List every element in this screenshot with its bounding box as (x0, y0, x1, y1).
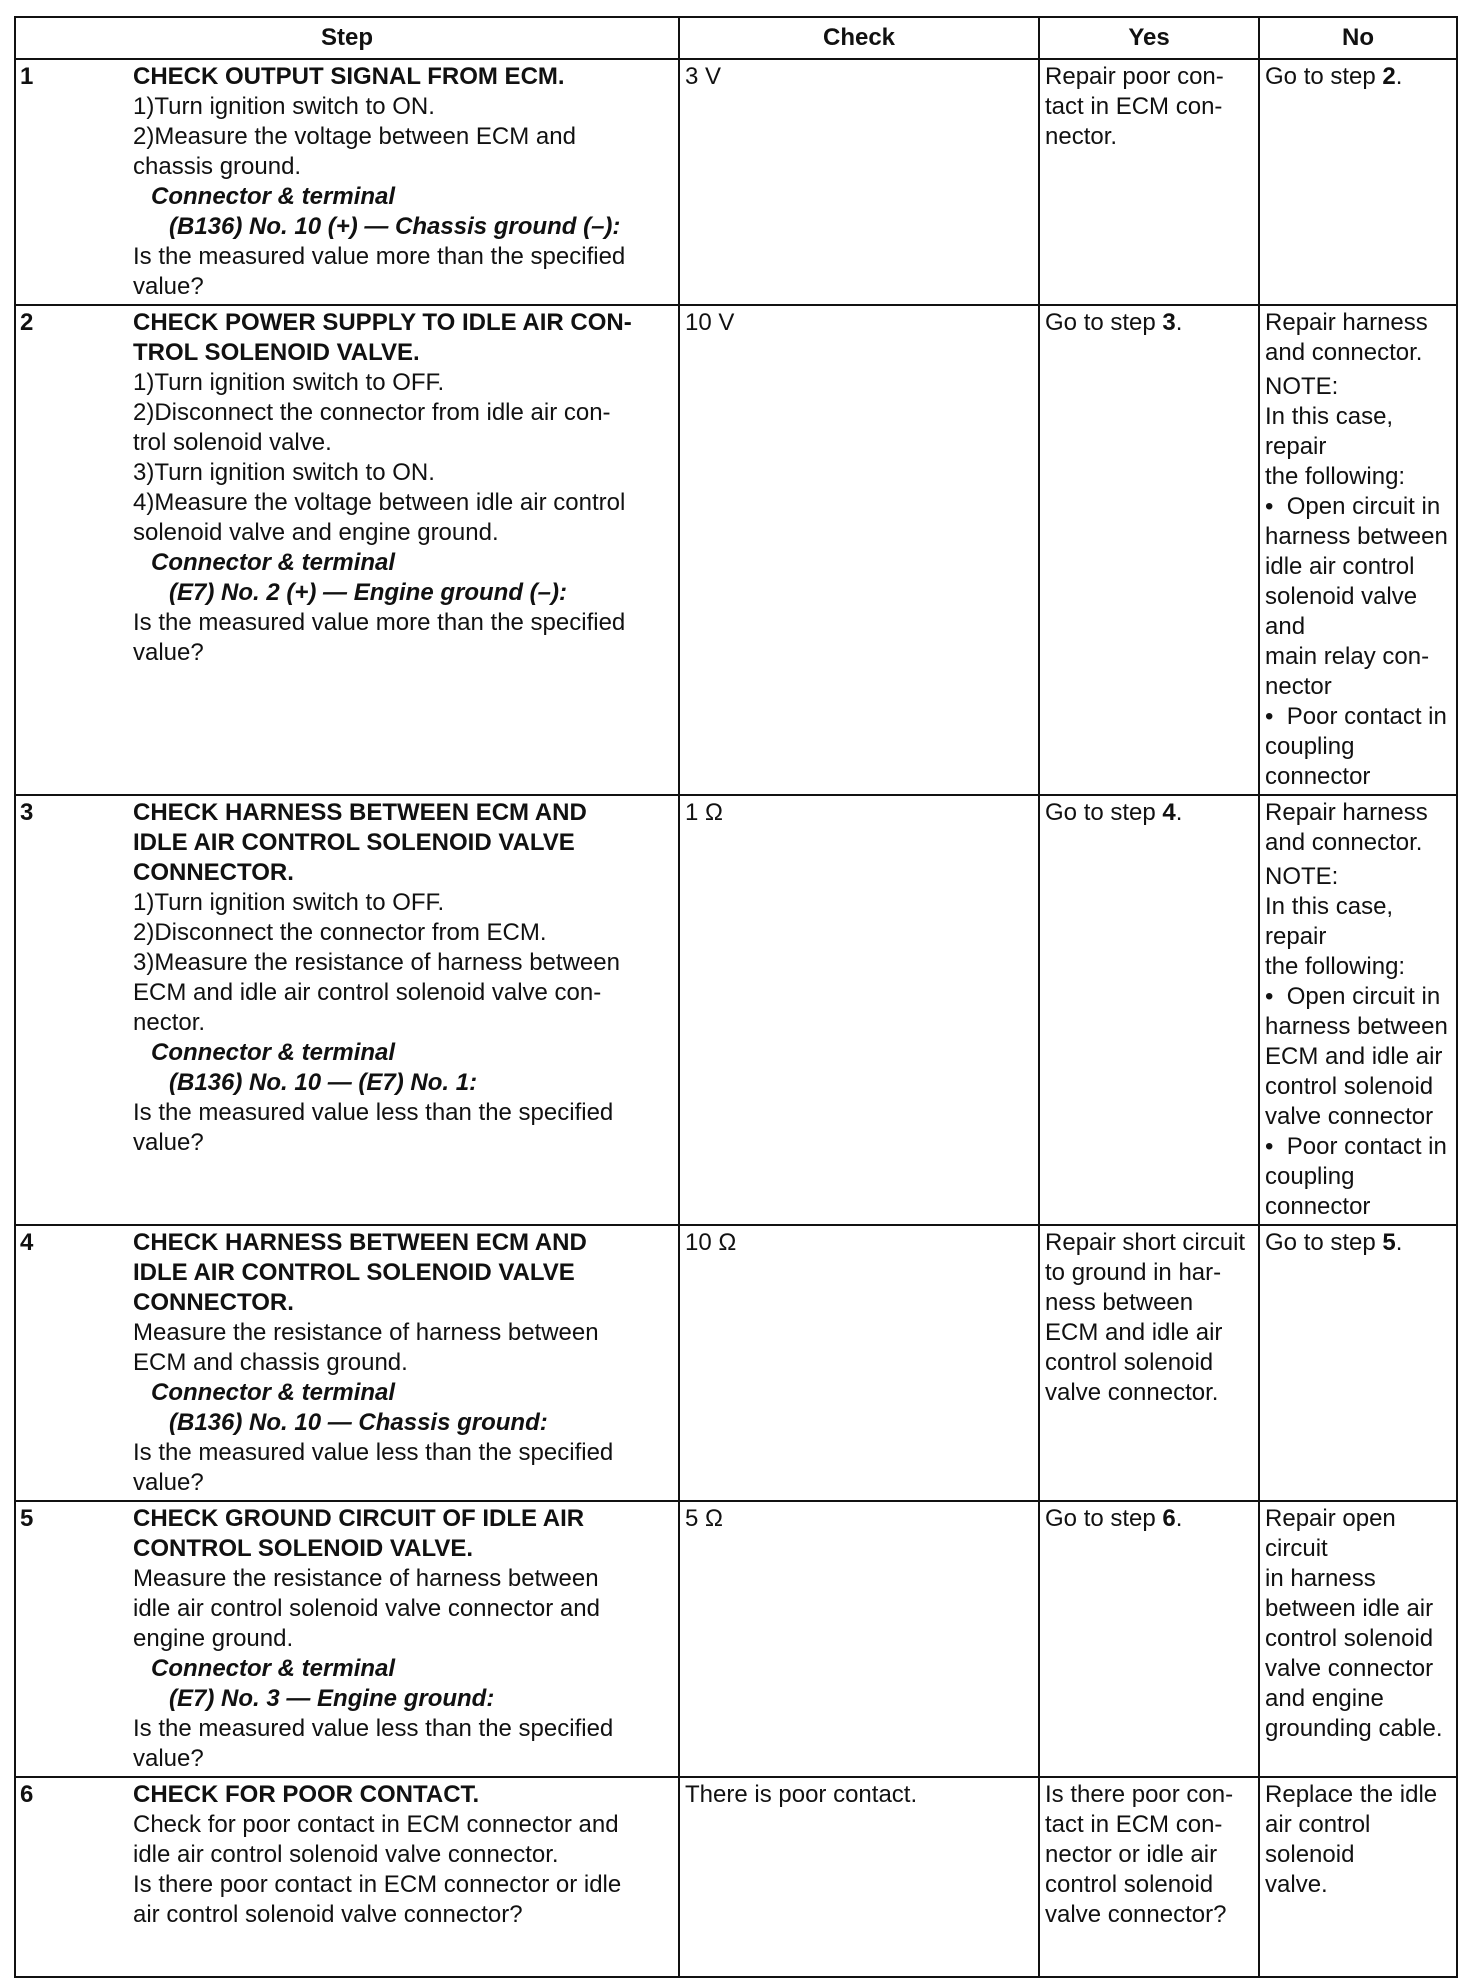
yes-cell (1039, 1777, 1259, 1977)
goto-suffix: . (1175, 1505, 1183, 1532)
header-no: No (1259, 17, 1457, 59)
yes-line: valve connector? (1045, 1901, 1227, 1928)
connector-label: Connector & terminal (151, 1655, 396, 1682)
step-instruction-line: 2)Measure the voltage between ECM and (133, 123, 576, 150)
note-block (1265, 862, 1451, 982)
no-line: in harness (1265, 1565, 1376, 1592)
goto-prefix: Go to step (1045, 309, 1163, 336)
no-cell (1259, 1225, 1457, 1501)
yes-cell (1039, 59, 1259, 305)
no-cell (1259, 795, 1457, 1225)
step-description (133, 59, 679, 305)
goto-suffix: . (1395, 63, 1403, 90)
check-cell: 10 Ω (679, 1225, 1039, 1501)
header-yes: Yes (1039, 17, 1259, 59)
step-instruction-line: trol solenoid valve. (133, 429, 332, 456)
step-title-line: IDLE AIR CONTROL SOLENOID VALVE (133, 1259, 575, 1286)
step-instruction-line: engine ground. (133, 1625, 294, 1652)
yes-line: tact in ECM con- (1045, 1811, 1223, 1838)
note-block (1265, 372, 1451, 492)
step-instruction-line: Measure the resistance of harness between (133, 1319, 599, 1346)
note-line: the following: (1265, 463, 1406, 490)
bullet-line: main relay con- (1265, 643, 1430, 670)
step-row (15, 305, 1457, 795)
connector-value: (B136) No. 10 (+) — Chassis ground (–): (169, 213, 621, 240)
step-description (133, 795, 679, 1225)
step-instruction-line: 2)Disconnect the connector from ECM. (133, 919, 547, 946)
step-instruction-line: 2)Disconnect the connector from idle air con- (133, 399, 611, 426)
step-instruction-line: 3)Measure the resistance of harness between (133, 949, 620, 976)
step-title-line: CHECK FOR POOR CONTACT. (133, 1781, 480, 1808)
goto-step-number: 4 (1162, 799, 1176, 826)
goto-suffix: . (1175, 309, 1183, 336)
no-line: Repair harness (1265, 799, 1428, 826)
step-row (15, 795, 1457, 1225)
no-cell (1259, 59, 1457, 305)
bullet-line: • Open circuit in (1265, 982, 1451, 1012)
bullet-line: idle air control (1265, 553, 1415, 580)
connector-value: (B136) No. 10 — Chassis ground: (169, 1409, 548, 1436)
check-cell: 1 Ω (679, 795, 1039, 1225)
step-number: 1 (15, 59, 133, 305)
step-question-line: value? (133, 1745, 204, 1772)
step-title-line: CHECK OUTPUT SIGNAL FROM ECM. (133, 63, 565, 90)
goto-prefix: Go to step (1045, 799, 1163, 826)
no-cell (1259, 1501, 1457, 1777)
yes-line: ness between (1045, 1289, 1194, 1316)
no-line: Repair harness (1265, 309, 1428, 336)
no-line: valve. (1265, 1871, 1328, 1898)
goto-step-number: 2 (1382, 63, 1396, 90)
step-row (15, 1501, 1457, 1777)
step-question-line: value? (133, 273, 204, 300)
no-cell (1259, 305, 1457, 795)
goto-prefix: Go to step (1265, 63, 1383, 90)
step-instruction-line: chassis ground. (133, 153, 302, 180)
no-goto (1265, 1228, 1451, 1258)
yes-goto (1045, 798, 1253, 828)
note-line: NOTE: (1265, 373, 1339, 400)
step-instruction-line: solenoid valve and engine ground. (133, 519, 499, 546)
connector-label: Connector & terminal (151, 1379, 396, 1406)
connector-value: (B136) No. 10 — (E7) No. 1: (169, 1069, 478, 1096)
goto-suffix: . (1175, 799, 1183, 826)
step-title-line: CHECK GROUND CIRCUIT OF IDLE AIR (133, 1505, 585, 1532)
yes-cell (1039, 795, 1259, 1225)
yes-cell (1039, 1225, 1259, 1501)
step-instruction-line: 1)Turn ignition switch to OFF. (133, 889, 445, 916)
goto-step-number: 5 (1382, 1229, 1396, 1256)
no-cell (1259, 1777, 1457, 1977)
step-description (133, 1225, 679, 1501)
bullet-line: • Poor contact in (1265, 702, 1451, 732)
no-line: and connector. (1265, 829, 1423, 856)
bullet-line: control solenoid (1265, 1073, 1434, 1100)
step-description (133, 1501, 679, 1777)
goto-suffix: . (1395, 1229, 1403, 1256)
no-line: Replace the idle (1265, 1781, 1438, 1808)
step-instruction-line: ECM and chassis ground. (133, 1349, 408, 1376)
goto-prefix: Go to step (1265, 1229, 1383, 1256)
no-line: air control solenoid (1265, 1811, 1371, 1868)
yes-line: nector. (1045, 123, 1118, 150)
step-description (133, 1777, 679, 1977)
step-question-line: Is the measured value more than the specified (133, 609, 626, 636)
check-cell: 3 V (679, 59, 1039, 305)
connector-label: Connector & terminal (151, 1039, 396, 1066)
no-line: valve connector (1265, 1655, 1434, 1682)
note-line: NOTE: (1265, 863, 1339, 890)
bullet-line: • Open circuit in (1265, 492, 1451, 522)
bullet-line: coupling connector (1265, 1163, 1371, 1220)
step-question-line: Is the measured value more than the specified (133, 243, 626, 270)
goto-prefix: Go to step (1045, 1505, 1163, 1532)
step-title-line: CHECK HARNESS BETWEEN ECM AND (133, 1229, 587, 1256)
step-instruction-line: Measure the resistance of harness between (133, 1565, 599, 1592)
yes-line: control solenoid (1045, 1871, 1214, 1898)
step-number: 4 (15, 1225, 133, 1501)
header-check: Check (679, 17, 1039, 59)
step-number: 6 (15, 1777, 133, 1977)
diagnostic-table (14, 16, 1458, 1978)
step-instruction-line: Is there poor contact in ECM connector or idle (133, 1871, 622, 1898)
step-title-line: CONTROL SOLENOID VALVE. (133, 1535, 474, 1562)
goto-step-number: 6 (1162, 1505, 1176, 1532)
note-line: In this case, repair (1265, 893, 1394, 950)
connector-value: (E7) No. 2 (+) — Engine ground (–): (169, 579, 567, 606)
yes-goto (1045, 308, 1253, 338)
yes-line: to ground in har- (1045, 1259, 1222, 1286)
step-instruction-line: idle air control solenoid valve connector. (133, 1841, 559, 1868)
check-cell: 5 Ω (679, 1501, 1039, 1777)
step-instruction-line: 1)Turn ignition switch to OFF. (133, 369, 445, 396)
step-question-line: value? (133, 1129, 204, 1156)
step-row (15, 59, 1457, 305)
yes-line: Repair short circuit (1045, 1229, 1246, 1256)
yes-line: tact in ECM con- (1045, 93, 1223, 120)
step-instruction-line: 3)Turn ignition switch to ON. (133, 459, 435, 486)
no-line: and engine (1265, 1685, 1384, 1712)
step-number: 2 (15, 305, 133, 795)
step-question-line: value? (133, 639, 204, 666)
step-instruction-line: 1)Turn ignition switch to ON. (133, 93, 435, 120)
step-number: 5 (15, 1501, 133, 1777)
step-instruction-line: 4)Measure the voltage between idle air control (133, 489, 626, 516)
header-step: Step (15, 17, 679, 59)
step-title-line: IDLE AIR CONTROL SOLENOID VALVE (133, 829, 575, 856)
bullet-line: solenoid valve and (1265, 583, 1418, 640)
header-row (15, 17, 1457, 59)
step-question-line: Is the measured value less than the specified (133, 1715, 614, 1742)
no-goto (1265, 62, 1451, 92)
yes-line: Repair poor con- (1045, 63, 1224, 90)
step-title-line: CONNECTOR. (133, 1289, 294, 1316)
yes-line: ECM and idle air (1045, 1319, 1223, 1346)
bullet-line: harness between (1265, 523, 1448, 550)
goto-step-number: 3 (1162, 309, 1176, 336)
bullet-line: valve connector (1265, 1103, 1434, 1130)
check-cell: 10 V (679, 305, 1039, 795)
step-instruction-line: Check for poor contact in ECM connector and (133, 1811, 619, 1838)
bullet-line: • Poor contact in (1265, 1132, 1451, 1162)
step-instruction-line: idle air control solenoid valve connector and (133, 1595, 600, 1622)
step-title-line: TROL SOLENOID VALVE. (133, 339, 420, 366)
connector-label: Connector & terminal (151, 183, 396, 210)
yes-cell (1039, 305, 1259, 795)
yes-cell (1039, 1501, 1259, 1777)
note-line: the following: (1265, 953, 1406, 980)
bullet-line: harness between (1265, 1013, 1448, 1040)
step-instruction-line: nector. (133, 1009, 206, 1036)
yes-goto (1045, 1504, 1253, 1534)
step-instruction-line: air control solenoid valve connector? (133, 1901, 523, 1928)
bullet-line: coupling connector (1265, 733, 1371, 790)
no-line: and connector. (1265, 339, 1423, 366)
no-line: grounding cable. (1265, 1715, 1443, 1742)
step-question-line: Is the measured value less than the specified (133, 1439, 614, 1466)
no-line: control solenoid (1265, 1625, 1434, 1652)
step-row (15, 1225, 1457, 1501)
connector-value: (E7) No. 3 — Engine ground: (169, 1685, 495, 1712)
yes-line: valve connector. (1045, 1379, 1219, 1406)
step-title-line: CONNECTOR. (133, 859, 294, 886)
yes-line: nector or idle air (1045, 1841, 1218, 1868)
step-instruction-line: ECM and idle air control solenoid valve con- (133, 979, 602, 1006)
step-title-line: CHECK HARNESS BETWEEN ECM AND (133, 799, 587, 826)
yes-line: Is there poor con- (1045, 1781, 1234, 1808)
note-line: In this case, repair (1265, 403, 1394, 460)
step-description (133, 305, 679, 795)
step-title-line: CHECK POWER SUPPLY TO IDLE AIR CON- (133, 309, 632, 336)
step-number: 3 (15, 795, 133, 1225)
step-row (15, 1777, 1457, 1977)
step-question-line: value? (133, 1469, 204, 1496)
yes-line: control solenoid (1045, 1349, 1214, 1376)
bullet-line: ECM and idle air (1265, 1043, 1443, 1070)
bullet-line: nector (1265, 673, 1332, 700)
connector-label: Connector & terminal (151, 549, 396, 576)
step-question-line: Is the measured value less than the specified (133, 1099, 614, 1126)
no-line: between idle air (1265, 1595, 1434, 1622)
check-cell: There is poor contact. (679, 1777, 1039, 1977)
no-line: Repair open circuit (1265, 1505, 1396, 1562)
